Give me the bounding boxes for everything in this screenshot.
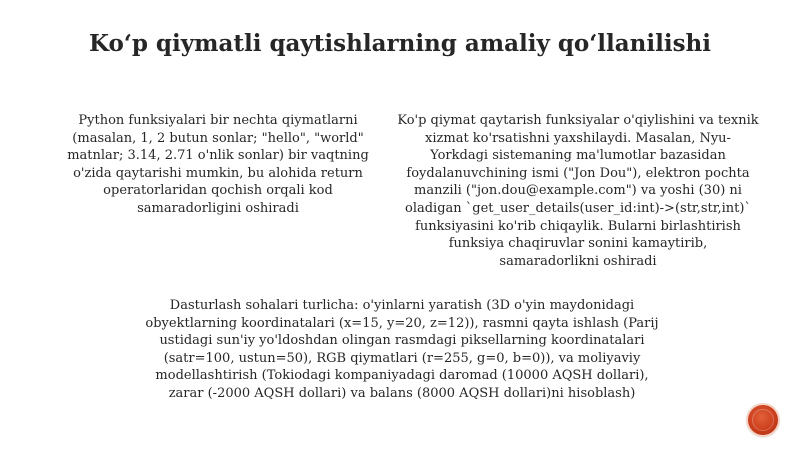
slide-title: Ko‘p qiymatli qaytishlarning amaliy qo‘llanilishi [89, 30, 711, 57]
circle-button-icon[interactable] [748, 405, 778, 435]
circle-button-ring [752, 409, 774, 431]
right-text-block: Ko'p qiymat qaytarish funksiyalar o'qiylishini va texnik xizmat ko'rsatishni yaxshilaydi. Masalan, Nyu-Yorkdagi sistemaning ma'lumotlar bazasidan foydalanuvchining ismi ("Jon Dou"), elektron pochta manzili ("jon.dou@example.com") va yoshi (30) ni oladigan `get_user_details(user_id:int)->(str,str,int)` funksiyasini ko'rib chiqaylik. Bularni birlashtirish funksiya chaqiruvlar sonini kamaytirib, samaradorlikni oshiradi [397, 113, 759, 269]
left-text-block: Python funksiyalari bir nechta qiymatlarni (masalan, 1, 2 butun sonlar; "hello", "world" matnlar; 3.14, 2.71 o'nlik sonlar) bir vaqtning o'zida qaytarishi mumkin, bu alohida return operatorlaridan qochish orqali kod samaradorligini oshiradi [67, 113, 369, 216]
bottom-text-block: Dasturlash sohalari turlicha: o'yinlarni yaratish (3D o'yin maydonidagi obyektlarning koordinatalari (x=15, y=20, z=12)), rasmni qayta ishlash (Parij ustidagi sun'iy yo'ldoshdan olingan rasmdagi piksellarning koordinatalari (satr=100, ustun=50), RGB qiymatlari (r=255, g=0, b=0)), va moliyaviy modellashtirish (Tokiodagi kompaniyadagi daromad (10000 AQSH dollari), zarar (-2000 AQSH dollari) va balans (8000 AQSH dollari)ni hisoblash) [145, 298, 659, 401]
